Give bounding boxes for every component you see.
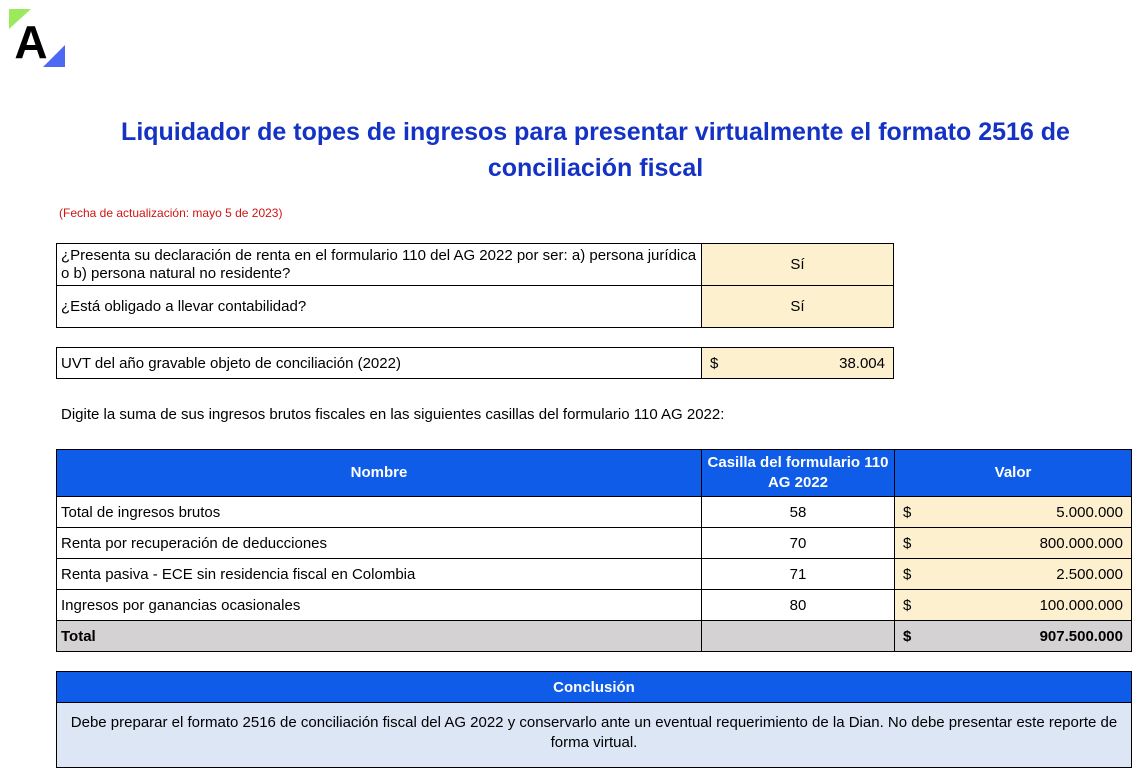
currency-symbol: $ xyxy=(903,596,912,614)
table-row xyxy=(57,497,1132,528)
brand-logo-icon xyxy=(9,9,65,67)
currency-symbol: $ xyxy=(903,627,912,645)
table-row xyxy=(57,559,1132,590)
currency-symbol: $ xyxy=(710,354,719,372)
logo-letter: A xyxy=(14,16,48,67)
row-value-input[interactable] xyxy=(895,559,1132,590)
uvt-value-cell[interactable] xyxy=(702,348,894,379)
uvt-label: UVT del año gravable objeto de conciliación (2022) xyxy=(57,348,702,379)
total-value-cell xyxy=(895,621,1132,652)
total-row xyxy=(57,621,1132,652)
question-answer-select[interactable]: Sí xyxy=(702,286,894,328)
question-answer-select[interactable]: Sí xyxy=(702,244,894,286)
conclusion-header: Conclusión xyxy=(57,672,1132,703)
page-title: Liquidador de topes de ingresos para presentar virtualmente el formato 2516 de conciliación fiscal xyxy=(121,118,1070,182)
currency-symbol: $ xyxy=(903,534,912,552)
row-box: 80 xyxy=(702,590,895,621)
currency-symbol: $ xyxy=(903,565,912,583)
row-name: Renta por recuperación de deducciones xyxy=(57,528,702,559)
conclusion-text: Debe preparar el formato 2516 de conciliación fiscal del AG 2022 y conservarlo ante un eventual requerimiento de la Dian. No debe presentar este reporte de forma virtual. xyxy=(57,703,1132,768)
total-value: 907.500.000 xyxy=(1039,627,1123,645)
row-value: 2.500.000 xyxy=(1056,565,1123,583)
row-box: 58 xyxy=(702,497,895,528)
conclusion-table xyxy=(56,671,1132,768)
row-value: 5.000.000 xyxy=(1056,503,1123,521)
row-box: 71 xyxy=(702,559,895,590)
question-row xyxy=(57,286,894,328)
total-label: Total xyxy=(57,621,702,652)
row-box: 70 xyxy=(702,528,895,559)
row-name: Ingresos por ganancias ocasionales xyxy=(57,590,702,621)
row-value: 100.000.000 xyxy=(1039,596,1123,614)
total-box-empty xyxy=(702,621,895,652)
questions-table xyxy=(56,243,894,328)
header-name: Nombre xyxy=(57,450,702,497)
row-value-input[interactable] xyxy=(895,528,1132,559)
row-name: Total de ingresos brutos xyxy=(57,497,702,528)
row-name: Renta pasiva - ECE sin residencia fiscal en Colombia xyxy=(57,559,702,590)
header-value: Valor xyxy=(895,450,1132,497)
row-value: 800.000.000 xyxy=(1039,534,1123,552)
currency-symbol: $ xyxy=(903,503,912,521)
question-row xyxy=(57,244,894,286)
uvt-value: 38.004 xyxy=(839,354,885,372)
row-value-input[interactable] xyxy=(895,497,1132,528)
uvt-table xyxy=(56,347,894,379)
question-label: ¿Está obligado a llevar contabilidad? xyxy=(57,286,702,328)
table-row xyxy=(57,590,1132,621)
income-table xyxy=(56,449,1132,652)
row-value-input[interactable] xyxy=(895,590,1132,621)
header-box: Casilla del formulario 110 AG 2022 xyxy=(702,450,895,497)
update-date-note: (Fecha de actualización: mayo 5 de 2023) xyxy=(59,206,283,220)
question-label: ¿Presenta su declaración de renta en el formulario 110 del AG 2022 por ser: a) persona jurídica o b) persona natural no residente? xyxy=(57,244,702,286)
table-row xyxy=(57,528,1132,559)
instruction-text: Digite la suma de sus ingresos brutos fiscales en las siguientes casillas del formulario 110 AG 2022: xyxy=(61,406,725,423)
